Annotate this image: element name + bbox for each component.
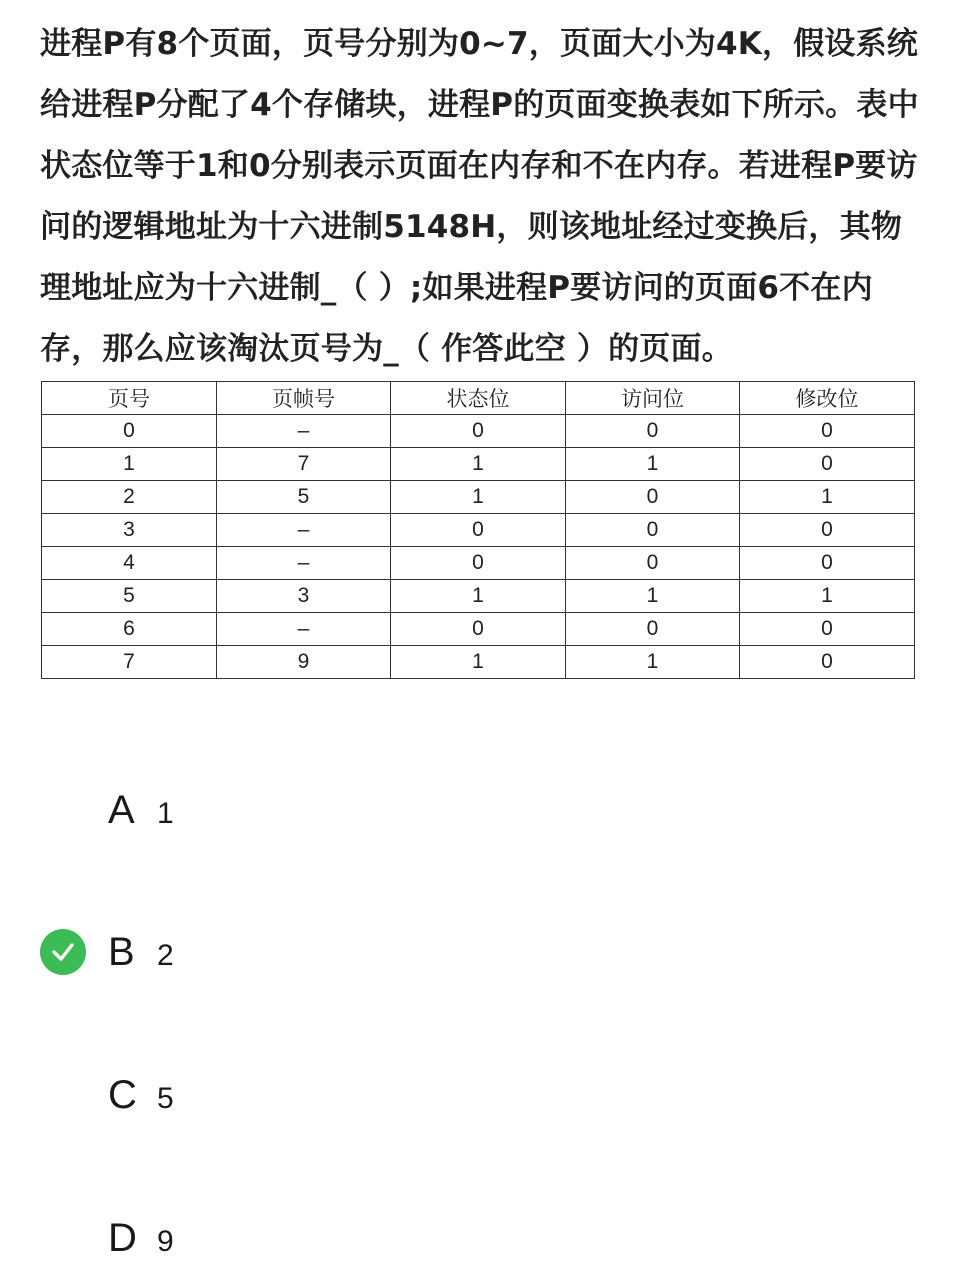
cell: 0 [566, 547, 740, 580]
cell: 1 [391, 646, 566, 679]
cell: 1 [391, 448, 566, 481]
cell: 0 [740, 514, 915, 547]
cell: – [217, 415, 391, 448]
cell: 0 [566, 481, 740, 514]
table-header-row [42, 382, 915, 415]
page-table [41, 381, 915, 679]
table-row [42, 448, 915, 481]
option-letter: D [108, 1216, 137, 1260]
cell: 2 [42, 481, 217, 514]
option-value: 5 [157, 1082, 174, 1115]
cell: 9 [217, 646, 391, 679]
cell: 0 [566, 613, 740, 646]
cell: 7 [42, 646, 217, 679]
header-frame-number: 页帧号 [217, 382, 391, 415]
header-modify-bit: 修改位 [740, 382, 915, 415]
header-access-bit: 访问位 [566, 382, 740, 415]
cell: 0 [391, 547, 566, 580]
cell: 1 [391, 481, 566, 514]
cell: 0 [740, 415, 915, 448]
table-row [42, 481, 915, 514]
cell: 0 [391, 415, 566, 448]
cell: 3 [42, 514, 217, 547]
cell: 0 [42, 415, 217, 448]
cell: 0 [740, 547, 915, 580]
option-letter: A [108, 788, 135, 832]
table-row [42, 613, 915, 646]
cell: 7 [217, 448, 391, 481]
check-circle-icon [40, 929, 86, 975]
table-row [42, 547, 915, 580]
cell: – [217, 514, 391, 547]
cell: 3 [217, 580, 391, 613]
table-row [42, 580, 915, 613]
option-a[interactable] [0, 770, 978, 850]
option-value: 9 [157, 1225, 174, 1258]
cell: – [217, 613, 391, 646]
cell: 1 [740, 580, 915, 613]
header-page-number: 页号 [42, 382, 217, 415]
cell: 1 [740, 481, 915, 514]
cell: 6 [42, 613, 217, 646]
option-letter: B [108, 930, 135, 974]
option-value: 1 [157, 797, 174, 830]
cell: 0 [740, 646, 915, 679]
table-row [42, 514, 915, 547]
table-row [42, 646, 915, 679]
cell: 0 [740, 613, 915, 646]
cell: 5 [217, 481, 391, 514]
cell: 0 [391, 514, 566, 547]
option-d[interactable] [0, 1198, 978, 1278]
cell: 4 [42, 547, 217, 580]
cell: 1 [566, 646, 740, 679]
option-c[interactable] [0, 1055, 978, 1135]
option-b[interactable] [0, 912, 978, 992]
cell: – [217, 547, 391, 580]
option-letter: C [108, 1073, 137, 1117]
cell: 0 [566, 514, 740, 547]
cell: 0 [391, 613, 566, 646]
table-row [42, 415, 915, 448]
option-value: 2 [157, 939, 174, 972]
cell: 1 [566, 448, 740, 481]
cell: 1 [42, 448, 217, 481]
cell: 1 [391, 580, 566, 613]
page-table-container [41, 381, 914, 679]
cell: 1 [566, 580, 740, 613]
header-status-bit: 状态位 [391, 382, 566, 415]
cell: 0 [740, 448, 915, 481]
cell: 0 [566, 415, 740, 448]
question-text: 进程P有8个页面，页号分别为0~7，页面大小为4K，假设系统给进程P分配了4个存储块，进程P的页面变换表如下所示。表中状态位等于1和0分别表示页面在内存和不在内存。若进程P要访问的逻辑地址为十六进制5148H，则该地址经过变换后，其物理地址应为十六进制_（ ）;如果进程P要访问的页面6不在内存，那么应该淘汰页号为_（ 作答此空 ）的页面。 [40, 26, 919, 367]
cell: 5 [42, 580, 217, 613]
